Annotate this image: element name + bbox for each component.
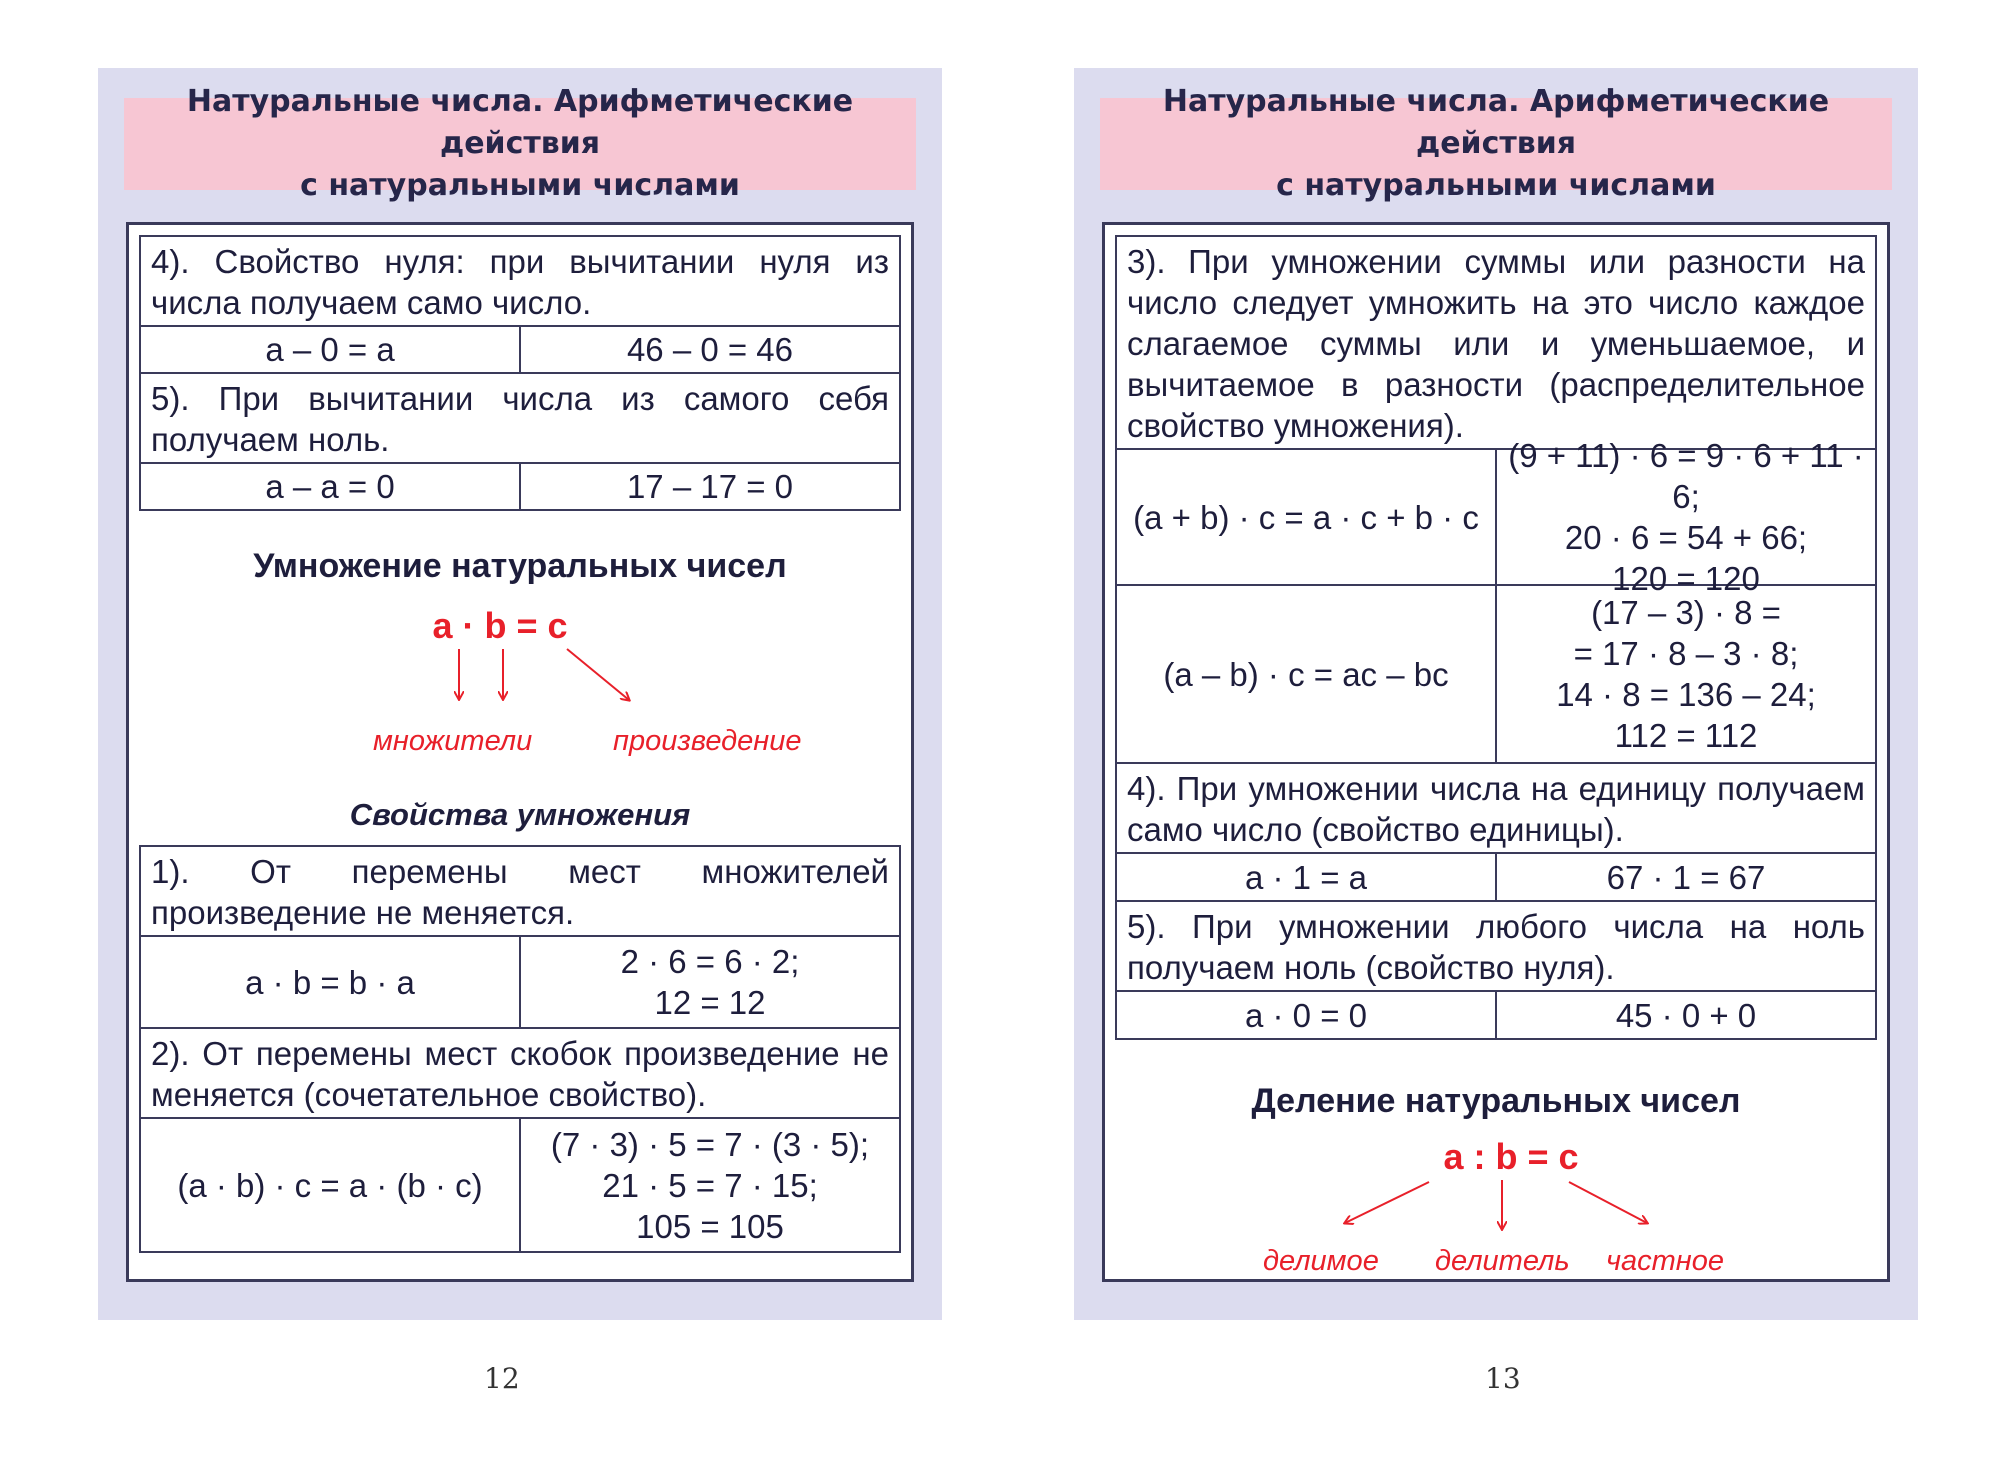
left-content-frame (126, 222, 914, 1282)
unit-rule-example: 67 · 1 = 67 (1495, 854, 1875, 900)
rule-4-example: 46 – 0 = 46 (519, 327, 899, 372)
rule-2-formula: (a · b) · c = a · (b · c) (177, 1166, 483, 1204)
arrow-dividend (1345, 1182, 1429, 1223)
rule-2-example (519, 1119, 899, 1251)
right-content-frame (1102, 222, 1890, 1282)
right-page-header (1100, 84, 1892, 203)
sum-example-line: 20 · 6 = 54 + 66; (1564, 519, 1808, 556)
diff-example-line: = 17 · 8 – 3 · 8; (1573, 635, 1799, 672)
rule-1-formula: a · b = b · a (245, 963, 415, 1001)
rule-4-formula: a – 0 = a (265, 331, 395, 368)
distributive-sum-formula: (a + b) · c = a · c + b · c (1133, 498, 1479, 536)
sum-example-line: 120 = 120 (1612, 560, 1760, 597)
header-line2: с натуральными числами (1276, 168, 1716, 203)
zero-rule-text: 5). При умножении любого числа на ноль получаем ноль (свойство нуля). (1117, 902, 1875, 992)
unit-rule-text: 4). При умножении числа на единицу получаем само число (свойство единицы). (1117, 764, 1875, 854)
header-line1: Натуральные числа. Арифметические действия (186, 84, 854, 161)
rule-5-formula: a – a = 0 (265, 468, 395, 505)
label-divisor: делитель (1435, 1245, 1570, 1277)
arrow-quotient (1569, 1182, 1647, 1223)
rule-2-example-line: (7 · 3) · 5 = 7 · (3 · 5); (550, 1125, 870, 1163)
rule-4-text: 4). Свойство нуля: при вычитании нуля из числа получаем само число. (141, 237, 899, 327)
page-number-left: 12 (484, 1362, 520, 1395)
header-line2: с натуральными числами (300, 168, 740, 203)
multiplication-formula: a · b = c (432, 605, 568, 646)
label-product: произведение (613, 725, 802, 757)
label-quotient: частное (1606, 1245, 1725, 1277)
diff-example-line: 112 = 112 (1614, 717, 1758, 754)
zero-rule-formula: a · 0 = 0 (1245, 996, 1367, 1034)
sum-example-line: (9 + 11) · 6 = 9 · 6 + 11 · 6; (1508, 437, 1864, 515)
rule-2-text: 2). От перемены мест скобок произведение не меняется (сочетательное свойство). (141, 1029, 899, 1119)
right-page (1074, 68, 1918, 1320)
rule-1-text: 1). От перемены мест множителей произведение не меняется. (141, 847, 899, 937)
page-number-right: 13 (1485, 1362, 1521, 1395)
rule-5-example: 17 – 17 = 0 (519, 464, 899, 509)
header-line1: Натуральные числа. Арифметические действия (1162, 84, 1830, 161)
multiplication-properties-table (139, 845, 901, 1253)
division-arrows (1105, 225, 1893, 1279)
rule-1-example (519, 937, 899, 1027)
label-factors: множители (373, 725, 533, 757)
diff-example-line: 14 · 8 = 136 – 24; (1556, 676, 1816, 713)
rule-1-example-line: 2 · 6 = 6 · 2; (620, 943, 800, 980)
left-page (98, 68, 942, 1320)
label-dividend: делимое (1263, 1245, 1379, 1277)
rule-3-text: 3). При умножении суммы или разности на число следует умножить на это число каждое слагаемое суммы или и уменьшаемое, и вычитаемое в разности (распределительное свойство умножения). (1117, 237, 1875, 450)
rule-2-row (141, 1119, 899, 1251)
division-title: Деление натуральных чисел (1251, 1082, 1741, 1120)
rule-2-example-line: 21 · 5 = 7 · 15; (602, 1166, 818, 1204)
rule-1-example-line: 12 = 12 (654, 984, 766, 1021)
rule-5-text: 5). При вычитании числа из самого себя получаем ноль. (141, 374, 899, 464)
properties-title: Свойства умножения (349, 797, 691, 832)
left-page-header (124, 84, 916, 203)
distributive-diff-formula: (a – b) · c = ac – bc (1163, 655, 1449, 693)
multiplication-title: Умножение натуральных чисел (253, 547, 787, 585)
zero-rule-example: 45 · 0 + 0 (1495, 992, 1875, 1038)
diff-example-line: (17 – 3) · 8 = (1591, 594, 1781, 631)
division-formula: a : b = c (1443, 1136, 1579, 1177)
rule-2-example-line: 105 = 105 (636, 1207, 784, 1245)
rule-1-row (141, 937, 899, 1029)
arrow-product (567, 649, 629, 700)
unit-rule-formula: a · 1 = a (1245, 858, 1367, 896)
